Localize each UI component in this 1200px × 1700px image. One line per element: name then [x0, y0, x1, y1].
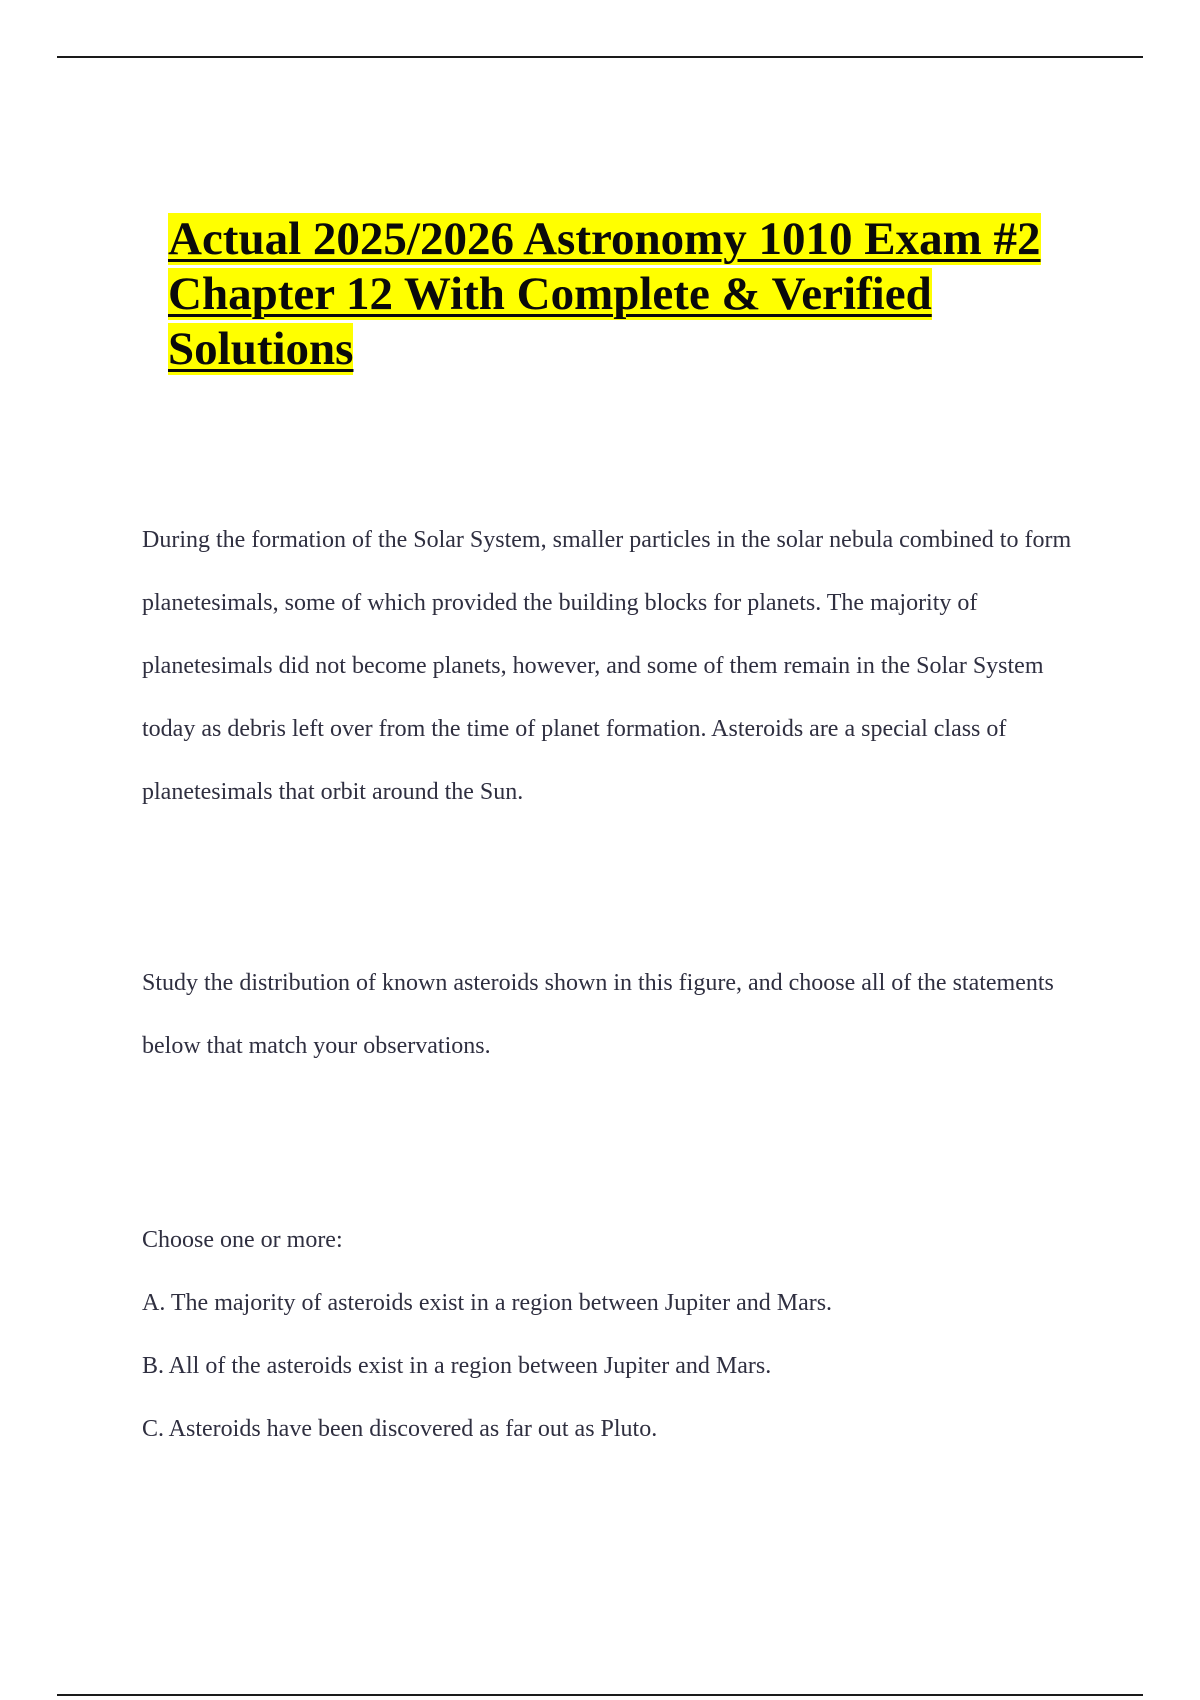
document-title: [168, 212, 1088, 377]
choose-prompt: Choose one or more:: [142, 1227, 343, 1253]
title-line-2: Chapter 12 With Complete & Verified: [168, 268, 932, 320]
top-rule: [57, 56, 1143, 58]
title-line-3: Solutions: [168, 323, 354, 375]
option-c: C. Asteroids have been discovered as far out as Pluto.: [142, 1416, 658, 1442]
option-a: A. The majority of asteroids exist in a region between Jupiter and Mars.: [142, 1290, 833, 1316]
title-line-1: Actual 2025/2026 Astronomy 1010 Exam #2: [168, 213, 1041, 265]
bottom-rule: [57, 1694, 1143, 1696]
question-paragraph: Study the distribution of known asteroids shown in this figure, and choose all of the statements below that match your observations.: [142, 970, 1054, 1059]
intro-paragraph: During the formation of the Solar System, smaller particles in the solar nebula combined to form planetesimals, some of which provided the building blocks for planets. The majority of planetesimals did not become planets, however, and some of them remain in the Solar System today as debris left over from the time of planet formation. Asteroids are a special class of planetesimals that orbit around the Sun.: [142, 527, 1072, 805]
option-b: B. All of the asteroids exist in a region between Jupiter and Mars.: [142, 1353, 772, 1379]
